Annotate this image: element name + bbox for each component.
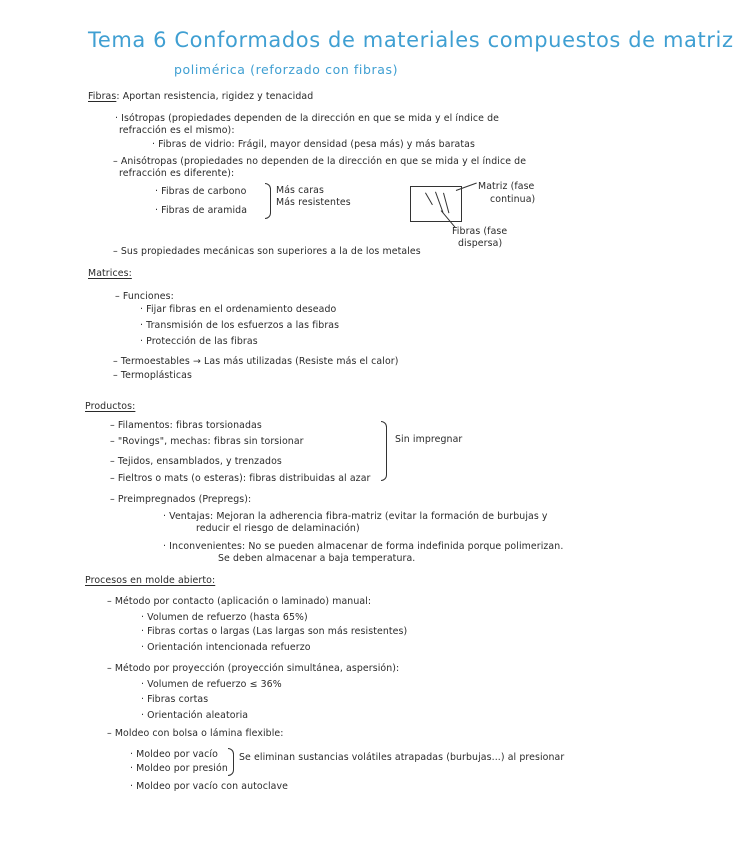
brace-sin-impregnar [381,421,387,481]
proyeccion-1: · Volumen de refuerzo ≤ 36% [141,679,282,690]
ventajas-2: reducir el riesgo de delaminación) [196,523,360,534]
matriz-label-1: Matriz (fase [478,181,535,192]
fiber-stroke [425,192,433,205]
tejidos: – Tejidos, ensamblados, y trenzados [110,456,282,467]
proyeccion-2: · Fibras cortas [141,694,209,705]
fieltros: – Fieltros o mats (o esteras): fibras distribuidas al azar [110,473,371,484]
isotropas-line2: refracción es el mismo): [119,125,235,136]
fibras-label-1: Fibras (fase [452,226,508,237]
composite-diagram [410,186,462,222]
funcion-1: · Fijar fibras en el ordenamiento deseado [140,304,337,315]
fibras-section [88,91,313,102]
page-title: Tema 6 Conformados de materiales compuestos de matriz [88,28,734,52]
isotropas-line1: · Isótropas (propiedades dependen de la dirección en que se mida y el índice de [115,113,500,124]
fibras-carbono: · Fibras de carbono [155,186,247,197]
contacto-2: · Fibras cortas o largas (Las largas son más resistentes) [141,626,408,637]
contacto-3: · Orientación intencionada refuerzo [141,642,311,653]
brace-moldeo [228,748,234,776]
fiber-stroke [435,192,444,213]
page-subtitle: polimérica (reforzado con fibras) [174,62,399,77]
inconvenientes-1: · Inconvenientes: No se pueden almacenar de forma indefinida porque polimerizan. [163,541,564,552]
fiber-stroke [443,193,450,214]
contacto-1: · Volumen de refuerzo (hasta 65%) [141,612,308,623]
fibras-vidrio: · Fibras de vidrio: Frágil, mayor densidad (pesa más) y más baratas [152,139,475,150]
termoplasticas: – Termoplásticas [113,370,192,381]
fibras-aramida: · Fibras de aramida [155,205,248,216]
fibras-heading: Fibras [88,91,117,102]
sin-impregnar: Sin impregnar [395,434,463,445]
matriz-label-2: continua) [490,194,536,205]
mas-caras: Más caras [276,185,324,196]
moldeo-presion: · Moldeo por presión [130,763,228,774]
filamentos: – Filamentos: fibras torsionadas [110,420,262,431]
moldeo-nota: Se eliminan sustancias volátiles atrapadas (burbujas...) al presionar [239,752,565,763]
anisotropas-line2: refracción es diferente): [119,168,235,179]
rovings: – "Rovings", mechas: fibras sin torsionar [110,436,304,447]
moldeo-autoclave: · Moldeo por vacío con autoclave [130,781,289,792]
moldeo-vacio: · Moldeo por vacío [130,749,218,760]
inconvenientes-2: Se deben almacenar a baja temperatura. [218,553,416,564]
productos-heading: Productos: [85,401,136,412]
matrices-heading: Matrices: [88,268,132,279]
termoestables: – Termoestables → Las más utilizadas (Resiste más el calor) [113,356,399,367]
procesos-heading: Procesos en molde abierto: [85,575,216,586]
brace-carbono-aramida [265,183,271,219]
metodo-contacto: – Método por contacto (aplicación o laminado) manual: [107,596,372,607]
anisotropas-line1: – Anisótropas (propiedades no dependen de la dirección en que se mida y el índice de [113,156,527,167]
fibras-intro: : Aportan resistencia, rigidez y tenacidad [116,91,314,102]
metodo-proyeccion: – Método por proyección (proyección simultánea, aspersión): [107,663,400,674]
preimpregnados: – Preimpregnados (Prepregs): [110,494,252,505]
fibras-label-2: dispersa) [458,238,503,249]
funciones: – Funciones: [115,291,174,302]
moldeo-bolsa: – Moldeo con bolsa o lámina flexible: [107,728,284,739]
proyeccion-3: · Orientación aleatoria [141,710,249,721]
ventajas-1: · Ventajas: Mejoran la adherencia fibra-matriz (evitar la formación de burbujas y [163,511,548,522]
funcion-2: · Transmisión de los esfuerzos a las fibras [140,320,340,331]
funcion-3: · Protección de las fibras [140,336,258,347]
propiedades-mecanicas: – Sus propiedades mecánicas son superiores a la de los metales [113,246,421,257]
mas-resistentes: Más resistentes [276,197,351,208]
